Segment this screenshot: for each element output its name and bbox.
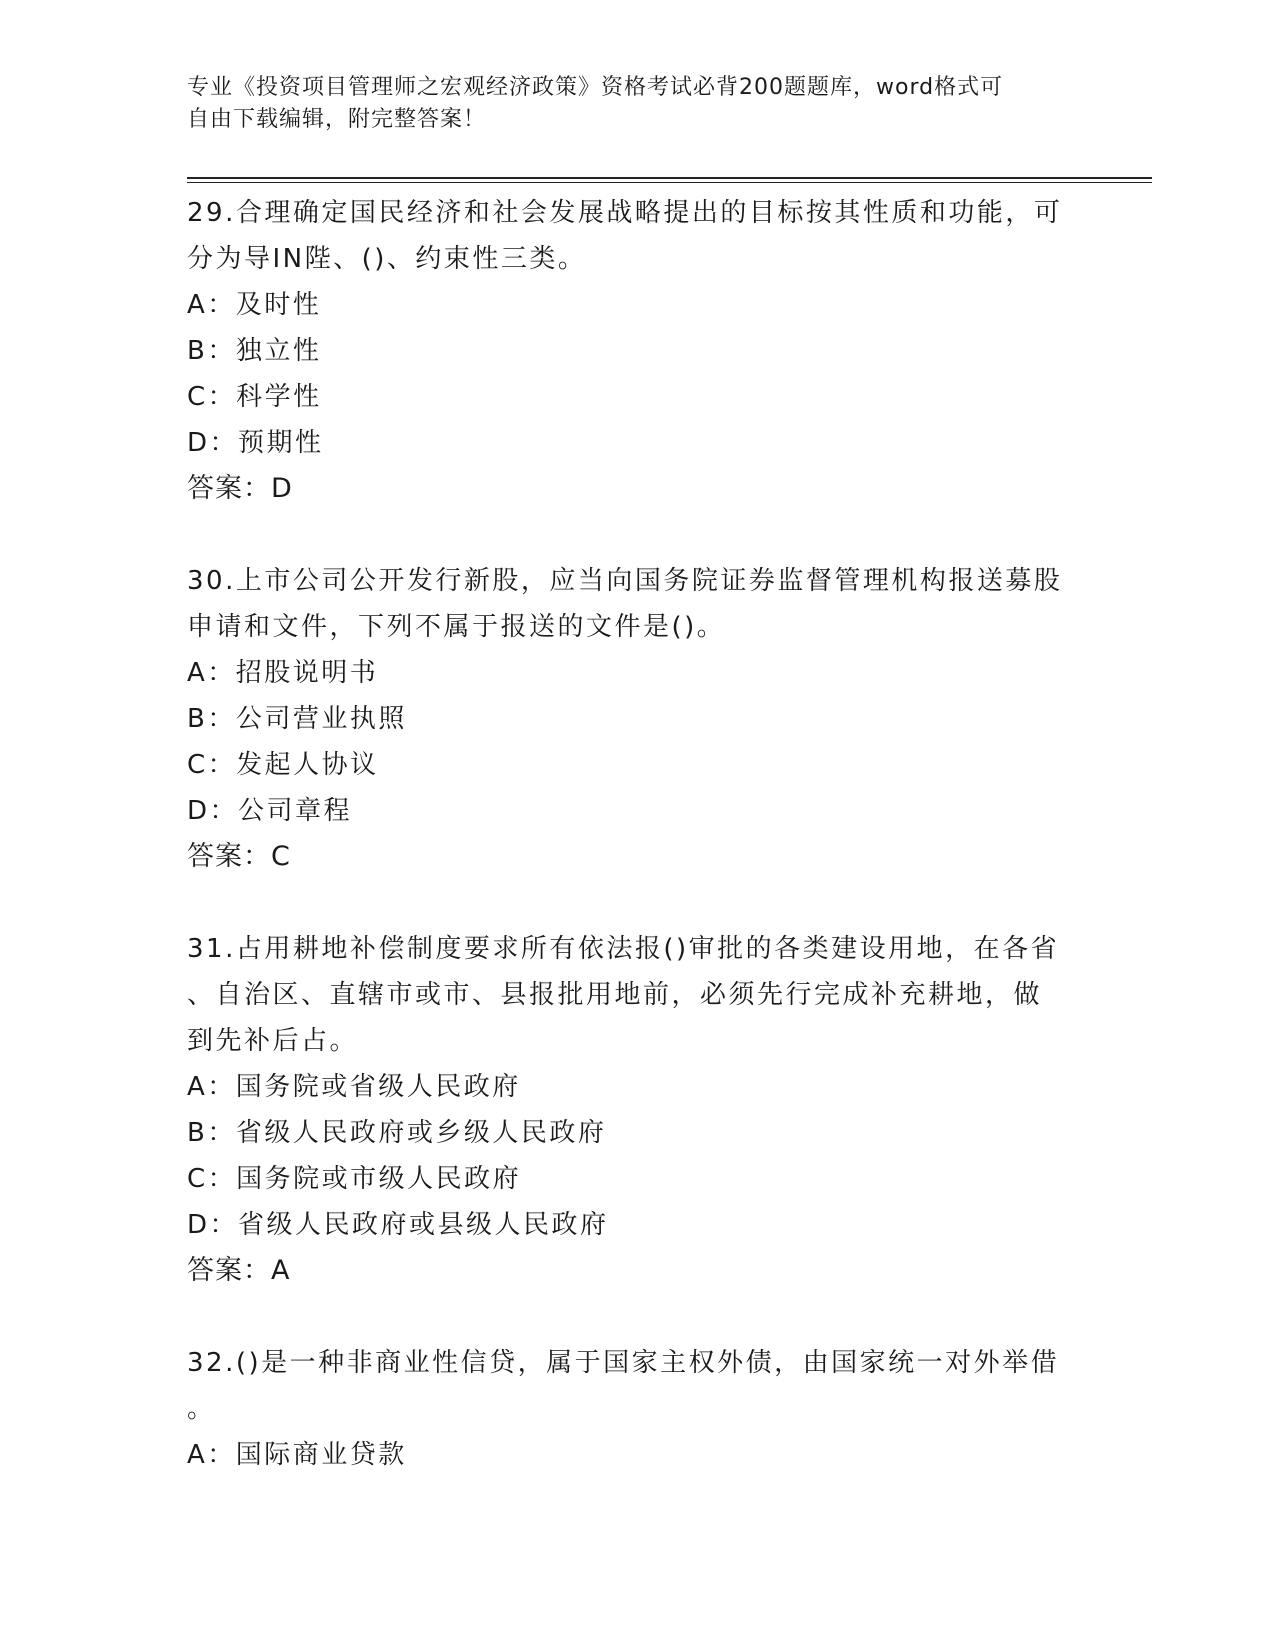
- question-30: [187, 558, 1087, 880]
- option-b[interactable]: B：省级人民政府或乡级人民政府: [187, 1118, 607, 1148]
- option-a[interactable]: A：招股说明书: [187, 658, 379, 688]
- stem-line: 30.上市公司公开发行新股，应当向国务院证券监督管理机构报送募股: [187, 566, 1063, 596]
- question-32: [187, 1340, 1087, 1478]
- document-header: [187, 72, 1087, 136]
- option-c[interactable]: C：科学性: [187, 382, 322, 412]
- answer-label: 答案：C: [187, 841, 291, 872]
- stem-line: 到先补后占。: [187, 1026, 359, 1056]
- header-line-1: 专业《投资项目管理师之宏观经济政策》资格考试必背200题题库，word格式可: [187, 75, 1004, 100]
- stem-line: 申请和文件，下列不属于报送的文件是()。: [187, 612, 726, 642]
- question-stem: [187, 1340, 1087, 1432]
- question-list: [187, 190, 1087, 1524]
- header-divider-thick: [187, 177, 1152, 179]
- option-b[interactable]: B：公司营业执照: [187, 704, 407, 734]
- stem-line: 分为导IN陛、()、约束性三类。: [187, 244, 587, 274]
- stem-line: 32.()是一种非商业性信贷，属于国家主权外债，由国家统一对外举借: [187, 1348, 1060, 1378]
- stem-line: 29.合理确定国民经济和社会发展战略提出的目标按其性质和功能，可: [187, 198, 1063, 228]
- option-d[interactable]: D：预期性: [187, 428, 324, 458]
- question-29: [187, 190, 1087, 512]
- stem-line: 。: [187, 1394, 216, 1424]
- question-stem: [187, 558, 1087, 650]
- question-stem: [187, 190, 1087, 282]
- answer-label: 答案：A: [187, 1255, 291, 1286]
- option-a[interactable]: A：国务院或省级人民政府: [187, 1072, 521, 1102]
- option-d[interactable]: D：省级人民政府或县级人民政府: [187, 1210, 609, 1240]
- question-stem: [187, 926, 1087, 1064]
- option-a[interactable]: A：国际商业贷款: [187, 1440, 407, 1470]
- header-line-2: 自由下载编辑，附完整答案！: [187, 107, 487, 132]
- option-d[interactable]: D：公司章程: [187, 796, 353, 826]
- option-c[interactable]: C：发起人协议: [187, 750, 379, 780]
- answer-label: 答案：D: [187, 473, 293, 504]
- stem-line: 31.占用耕地补偿制度要求所有依法报()审批的各类建设用地，在各省: [187, 934, 1060, 964]
- stem-line: 、自治区、直辖市或市、县报批用地前，必须先行完成补充耕地，做: [187, 980, 1043, 1010]
- option-a[interactable]: A：及时性: [187, 290, 322, 320]
- option-c[interactable]: C：国务院或市级人民政府: [187, 1164, 522, 1194]
- header-divider-thin: [187, 182, 1152, 183]
- question-31: [187, 926, 1087, 1294]
- option-b[interactable]: B：独立性: [187, 336, 322, 366]
